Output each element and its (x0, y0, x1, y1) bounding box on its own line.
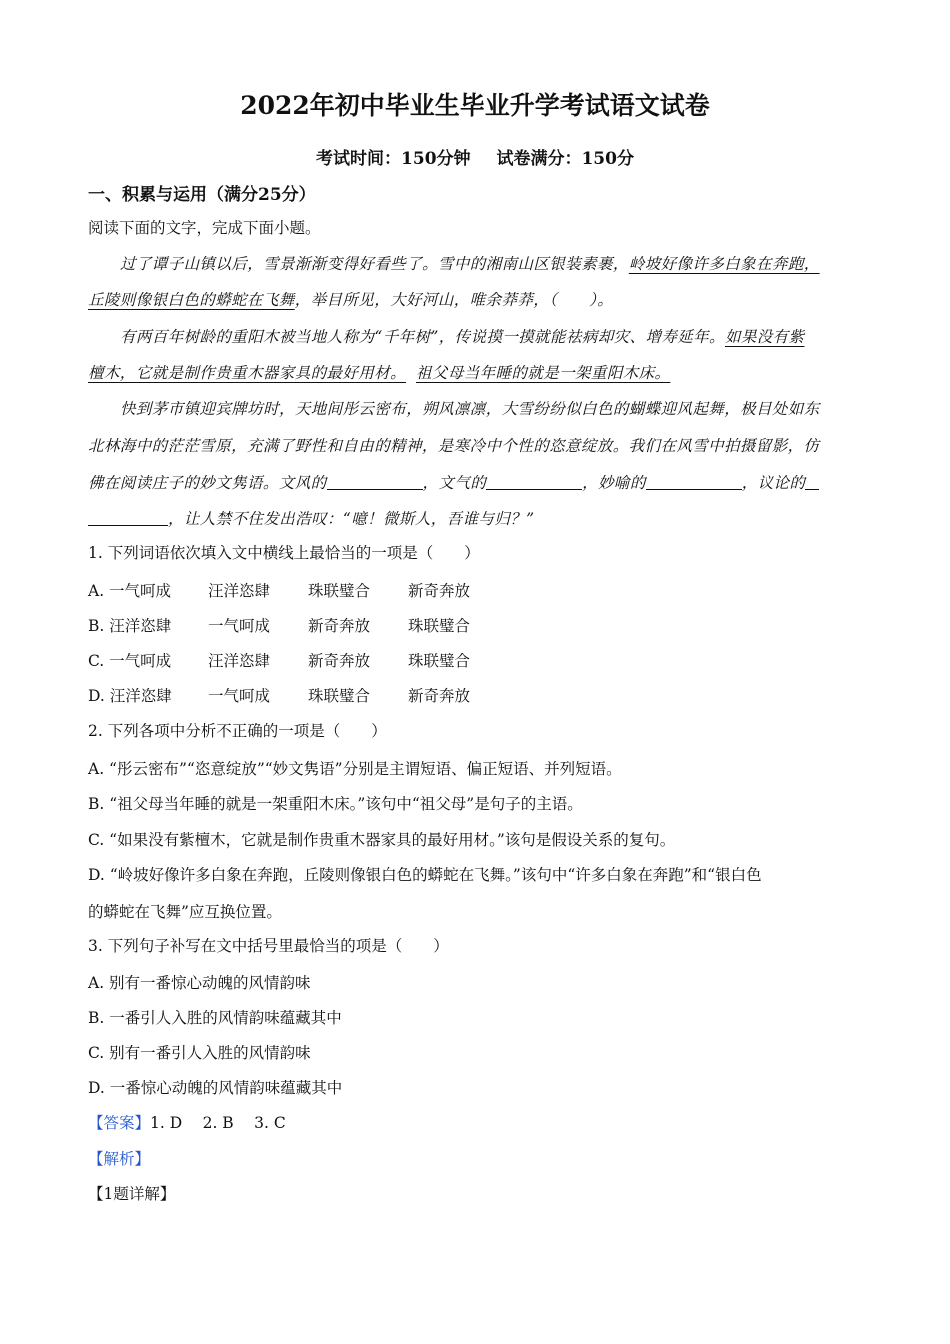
q1-option-a-term: 新奇奔放 (408, 582, 471, 600)
q1-option-d-term: 新奇奔放 (408, 687, 471, 705)
passage-text: 佛在阅读庄子的妙文隽语。文风的 (88, 474, 327, 492)
question-1-stem: 1. 下列词语依次填入文中横线上最恰当的一项是（ ） (88, 544, 480, 562)
q2-option-d[interactable]: D. “岭坡好像许多白象在奔跑，丘陵则像银白色的蟒蛇在飞舞。”该句中“许多白象在奔跑”和“银白色 (88, 866, 762, 884)
q1-option-b-term: 一气呵成 (208, 617, 271, 635)
q2-option-c[interactable]: C. “如果没有紫檀木，它就是制作贵重木器家具的最好用材。”该句是假设关系的复句。 (88, 831, 676, 849)
q2-option-a[interactable]: A. “彤云密布”“恣意绽放”“妙文隽语”分别是主谓短语、偏正短语、并列短语。 (88, 760, 622, 778)
q1-option-d-term: 珠联璧合 (308, 687, 371, 705)
q1-option-c-term: 新奇奔放 (308, 652, 371, 670)
q3-option-d[interactable]: D. 一番惊心动魄的风情韵味蕴藏其中 (88, 1079, 343, 1097)
answer-label: 【答案】 (88, 1114, 151, 1132)
passage-text: ，文气的 (422, 474, 487, 492)
reading-intro: 阅读下面的文字，完成下面小题。 (88, 219, 321, 237)
q1-option-c-term: 汪洋恣肆 (208, 652, 271, 670)
page-title: 2022年初中毕业生毕业升学考试语文试卷 (240, 91, 710, 120)
passage-line (120, 253, 820, 275)
exam-info (0, 144, 950, 169)
detail-label: 【1题详解】 (88, 1185, 176, 1203)
passage-line: 快到茅市镇迎宾牌坊时，天地间彤云密布，朔风凛凛，大雪纷纷似白色的蝴蝶迎风起舞，极目处如东 (120, 400, 820, 418)
q1-option-d[interactable]: D. 汪洋恣肆 (88, 687, 172, 705)
underlined-sentence: 如果没有紫 (724, 328, 805, 346)
underlined-sentence: 岭坡好像许多白象在奔跑， (628, 255, 820, 273)
fill-blank[interactable] (327, 473, 423, 490)
q2-option-d-cont: 的蟒蛇在飞舞”应互换位置。 (88, 903, 282, 921)
q1-option-b-term: 新奇奔放 (308, 617, 371, 635)
passage-text: ，让人禁不住发出浩叹：“噫！微斯人，吾谁与归？” (168, 510, 535, 528)
q3-option-a[interactable]: A. 别有一番惊心动魄的风情韵味 (88, 974, 311, 992)
q3-option-b[interactable]: B. 一番引人入胜的风情韵味蕴藏其中 (88, 1009, 342, 1027)
q1-option-c[interactable]: C. 一气呵成 (88, 652, 172, 670)
q1-option-a[interactable]: A. 一气呵成 (88, 582, 172, 600)
answer-line (88, 1112, 286, 1134)
passage-line (88, 289, 613, 311)
underlined-sentence: 丘陵则像银白色的蟒蛇在飞舞 (88, 291, 295, 309)
fill-blank[interactable] (88, 509, 168, 526)
underlined-sentence: 祖父母当年睡的就是一架重阳木床。 (416, 364, 671, 382)
q2-option-b[interactable]: B. “祖父母当年睡的就是一架重阳木床。”该句中“祖父母”是句子的主语。 (88, 795, 583, 813)
q1-option-b[interactable]: B. 汪洋恣肆 (88, 617, 172, 635)
passage-line (88, 508, 534, 530)
passage-line (88, 472, 819, 494)
q1-option-a-term: 珠联璧合 (308, 582, 371, 600)
passage-line: 北林海中的茫茫雪原，充满了野性和自由的精神，是寒冷中个性的恣意绽放。我们在风雪中拍摄留影，仿 (88, 437, 820, 455)
analysis-label: 【解析】 (88, 1150, 151, 1168)
passage-text: ，举目所见，大好河山，唯余莽莽，（ ）。 (294, 291, 614, 309)
q1-option-a-term: 汪洋恣肆 (208, 582, 271, 600)
exam-score: 试卷满分：150分 (496, 149, 634, 169)
fill-blank[interactable] (805, 473, 819, 490)
answer-text: 1. D 2. B 3. C (150, 1114, 286, 1132)
exam-time: 考试时间：150分钟 (316, 149, 471, 169)
q1-option-c-term: 珠联璧合 (408, 652, 471, 670)
passage-text: ，妙喻的 (582, 474, 646, 492)
question-3-stem: 3. 下列句子补写在文中括号里最恰当的项是（ ） (88, 937, 449, 955)
fill-blank[interactable] (486, 473, 582, 490)
fill-blank[interactable] (646, 473, 742, 490)
passage-line (88, 362, 670, 384)
q1-option-d-term: 一气呵成 (208, 687, 271, 705)
q3-option-c[interactable]: C. 别有一番引人入胜的风情韵味 (88, 1044, 311, 1062)
passage-text: 过了谭子山镇以后，雪景渐渐变得好看些了。雪中的湘南山区银装素裹， (120, 255, 629, 273)
question-2-stem: 2. 下列各项中分析不正确的一项是（ ） (88, 722, 387, 740)
passage-text: 有两百年树龄的重阳木被当地人称为“千年树”，传说摸一摸就能祛病却灾、增寿延年。 (120, 328, 725, 346)
section-heading: 一、积累与运用（满分25分） (88, 185, 316, 205)
passage-line (120, 326, 804, 348)
passage-text: ，议论的 (741, 474, 806, 492)
underlined-sentence: 檀木，它就是制作贵重木器家具的最好用材。 (88, 364, 407, 382)
q1-option-b-term: 珠联璧合 (408, 617, 471, 635)
